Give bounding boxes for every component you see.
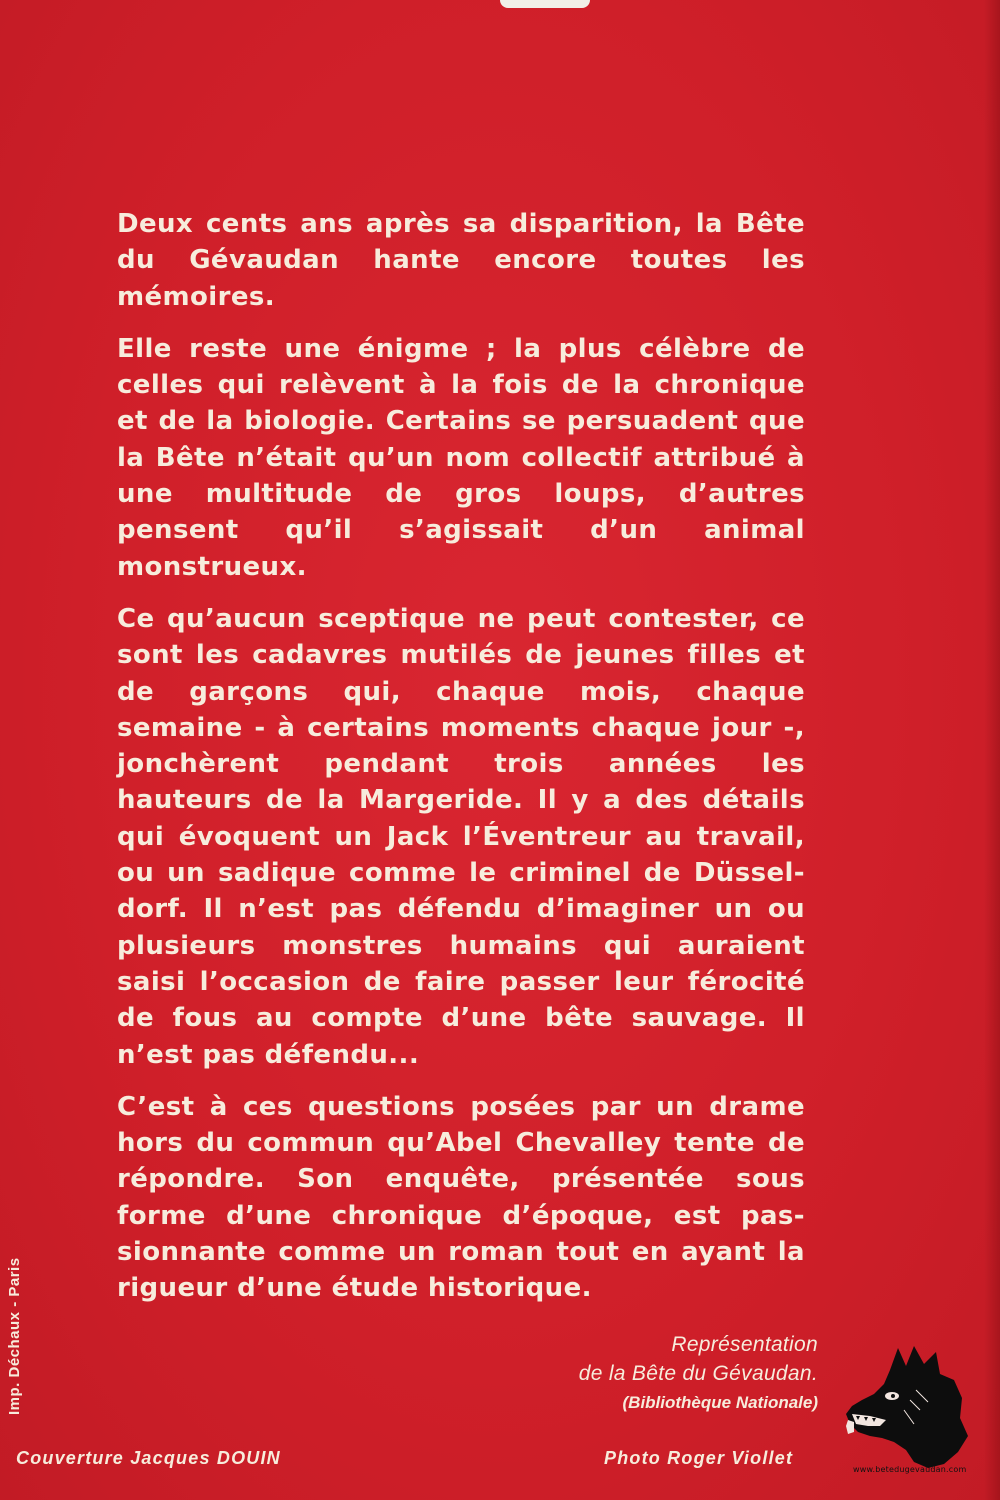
back-cover-blurb — [117, 206, 805, 1323]
blurb-paragraph-4: C’est à ces questions posées par un drame hors du commun qu’Abel Chevalley tente de répondre. Son enquête, présentée sous forme d’une chronique d’époque, est pas-sionnante comme un roman tout en ayant la rigueur d’une étude historique. — [117, 1091, 805, 1304]
blurb-paragraph-1: Deux cents ans après sa disparition, la Bête du Gévaudan hante encore toutes les mémoires. — [117, 209, 805, 312]
beast-head-logo-icon — [840, 1340, 975, 1470]
page-edge-shadow — [984, 0, 1000, 1500]
photo-credit: Photo Roger Viollet — [604, 1448, 794, 1468]
caption-source: (Bibliothèque Nationale) — [622, 1393, 818, 1412]
cover-credit: Couverture Jacques DOUIN — [16, 1448, 281, 1468]
watermark-url: www.betedugevaudan.com — [853, 1465, 967, 1474]
illustration-caption — [579, 1330, 818, 1416]
torn-edge — [500, 0, 590, 8]
beast-tongue — [846, 1420, 854, 1434]
beast-head-silhouette — [846, 1346, 968, 1468]
caption-line-2: de la Bête du Gévaudan. — [578, 1362, 818, 1385]
blurb-paragraph-2: Elle reste une énigme ; la plus célèbre de celles qui relèvent à la fois de la chronique et de la biologie. Certains se persuadent que la Bête n’était qu’un nom collectif attribué à une multitude de gros loups, d’autres pensent qu’il s’agissait d’un animal monstrueux. — [117, 333, 805, 582]
blurb-paragraph-3: Ce qu’aucun sceptique ne peut contester, ce sont les cadavres mutilés de jeunes filles et de garçons qui, chaque mois, chaque semaine - à certains moments chaque jour -, jonchèrent pendant trois années les hauteurs de la Margeride. Il y a des détails qui évoquent un Jack l’Éventreur au travail, ou un sadique comme le criminel de Düssel-dorf. Il n’est pas défendu d’imaginer un ou plusieurs monstres humains qui auraient saisi l’occasion de faire passer leur férocité de fous au compte d’une bête sauvage. Il n’est pas défendu... — [117, 603, 805, 1070]
printer-imprint: Imp. Déchaux - Paris — [6, 1257, 23, 1415]
caption-line-1: Représentation — [671, 1333, 818, 1356]
